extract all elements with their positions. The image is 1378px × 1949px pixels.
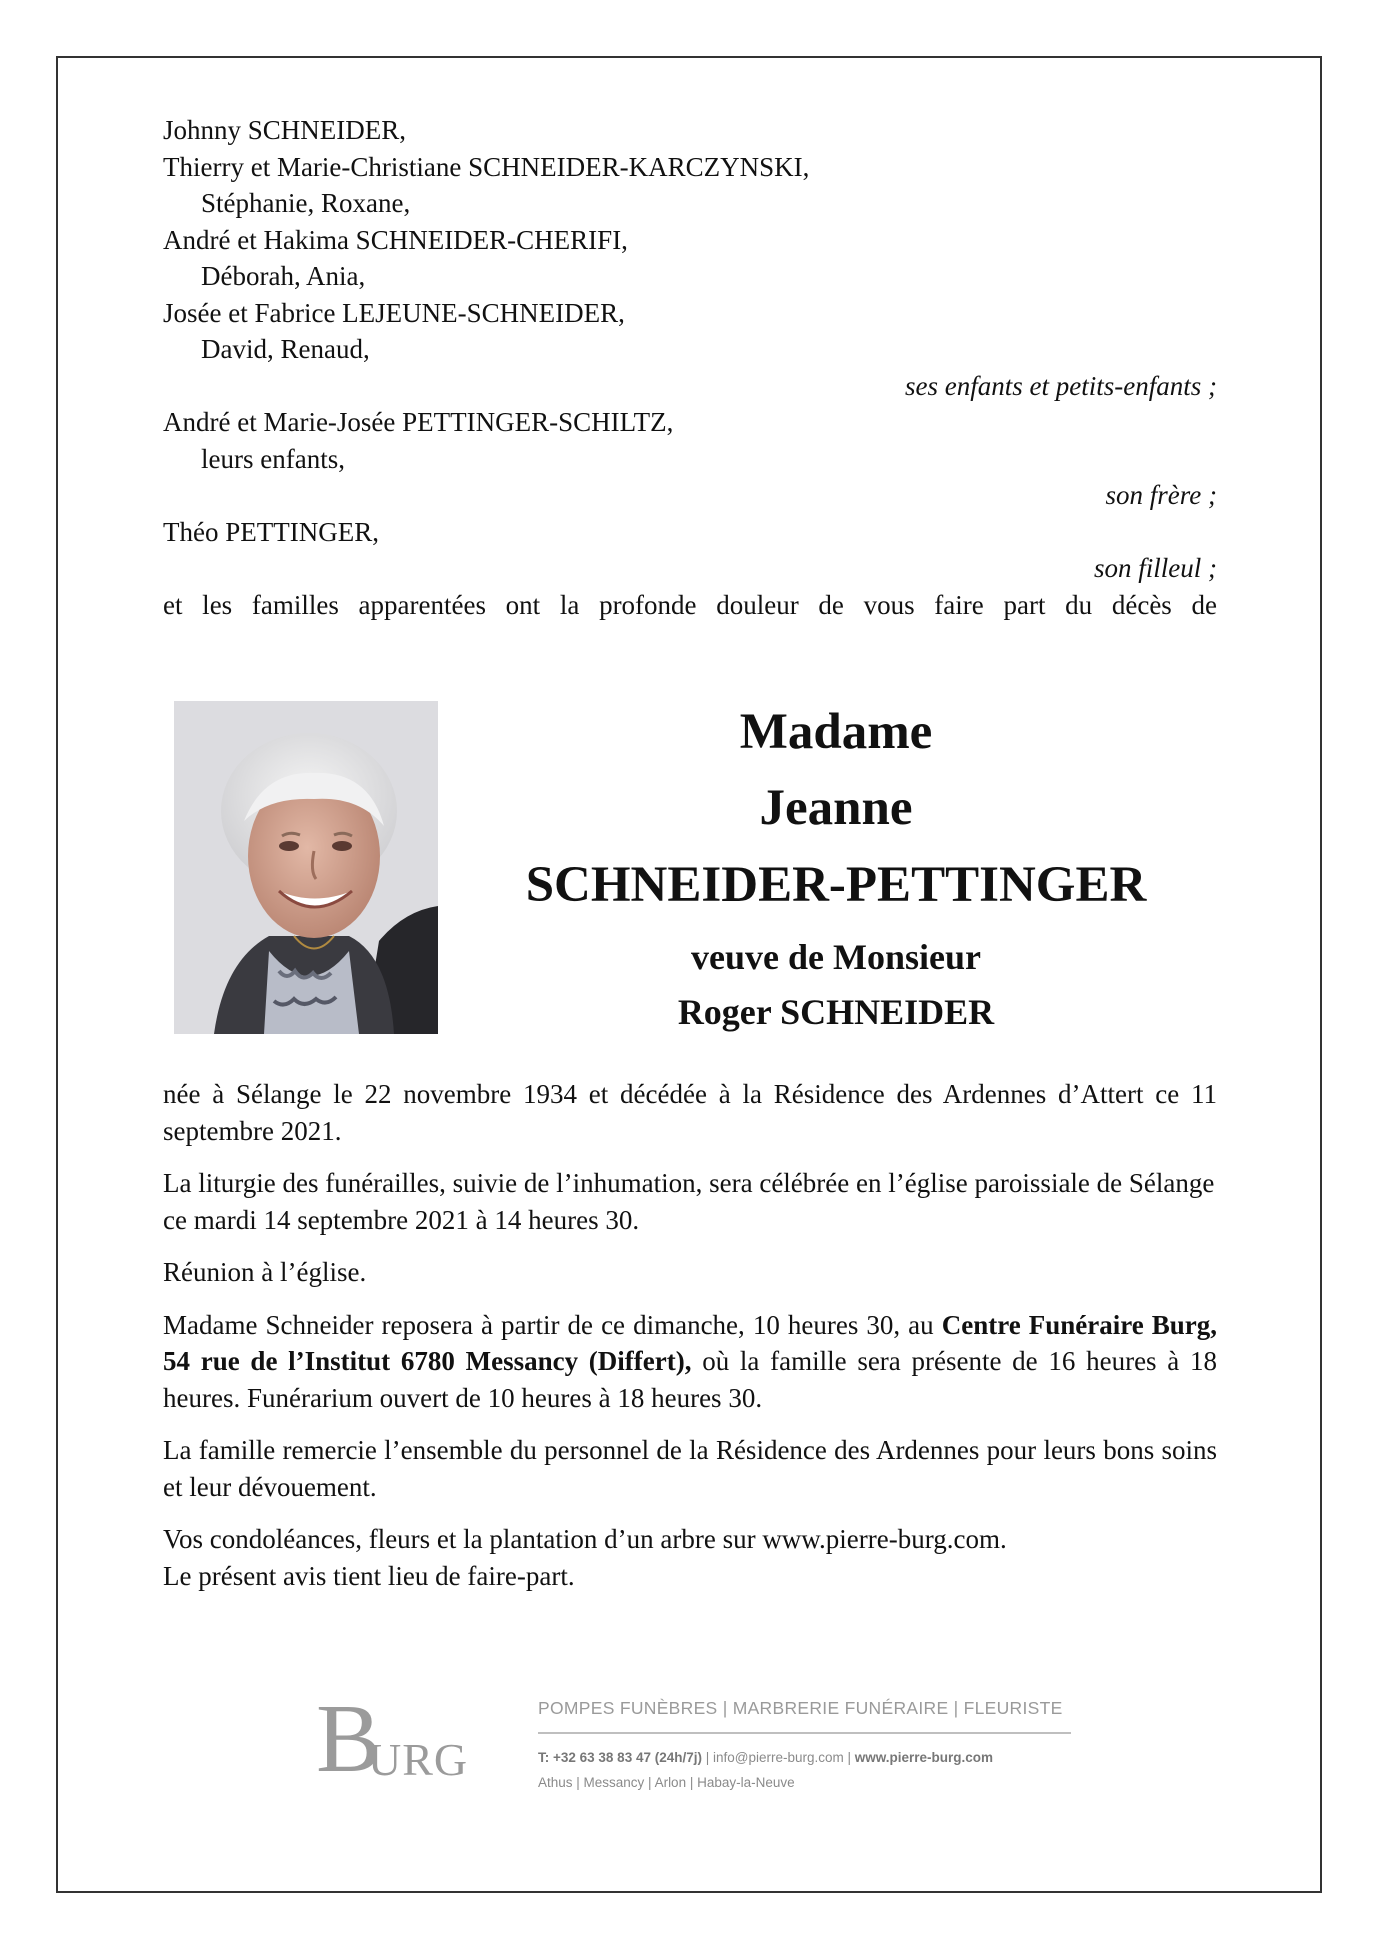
family-sub-line: David, Renaud, bbox=[201, 334, 370, 364]
phone-hours: (24h/7j) bbox=[654, 1750, 702, 1765]
reunion-paragraph: Réunion à l’église. bbox=[163, 1257, 367, 1287]
liturgy-paragraph: La liturgie des funérailles, suivie de l’inhumation, sera célébrée en l’église paroissiale de Sélange ce mardi 14 septembre 2021 à 14 heures 30. bbox=[163, 1168, 1215, 1235]
rest-intro: Madame Schneider reposera à partir de ce dimanche, 10 heures 30, au bbox=[163, 1309, 942, 1340]
deceased-title: Madame bbox=[739, 704, 933, 760]
announce-line: et les familles apparentées ont la profonde douleur de vous faire part du décès de bbox=[163, 589, 1217, 620]
relation-brother: son frère ; bbox=[1105, 480, 1217, 510]
rest-paragraph bbox=[163, 1307, 1217, 1417]
family-list bbox=[163, 112, 1217, 368]
family-announcement bbox=[163, 112, 1217, 623]
details-section bbox=[163, 1076, 1217, 1594]
family-line: Thierry et Marie-Christiane SCHNEIDER-KARCZYNSKI, bbox=[163, 151, 810, 182]
phone: T: +32 63 38 83 47 bbox=[538, 1750, 655, 1765]
family-sub-line: leurs enfants, bbox=[201, 443, 345, 474]
website-link[interactable]: www.pierre-burg.com bbox=[854, 1750, 994, 1765]
brother-list bbox=[163, 404, 1217, 477]
relation-children: ses enfants et petits-enfants ; bbox=[905, 370, 1217, 401]
widow-line: veuve de Monsieur bbox=[691, 937, 981, 977]
family-line: Johnny SCHNEIDER, bbox=[163, 115, 407, 145]
deceased-first-name: Jeanne bbox=[759, 780, 913, 836]
relation-godson: son filleul ; bbox=[1094, 553, 1217, 583]
email: | info@pierre-burg.com | bbox=[701, 1750, 855, 1765]
rest-outro: où la famille sera présente de 16 heures à 18 heures. Funérarium ouvert de 10 heures à 18 heures 30. bbox=[163, 1346, 1217, 1413]
birth-death-paragraph: née à Sélange le 22 novembre 1934 et décédée à la Résidence des Ardennes d’Attert ce 11 septembre 2021. bbox=[163, 1079, 1217, 1146]
funeral-home-footer bbox=[310, 1685, 1070, 1805]
logo-rest: URG bbox=[368, 1734, 469, 1785]
family-sub-line: Stéphanie, Roxane, bbox=[201, 188, 411, 218]
burg-logo bbox=[310, 1685, 490, 1795]
contact-line bbox=[538, 1750, 993, 1765]
deceased-photo bbox=[174, 701, 438, 1034]
deceased-last-name: SCHNEIDER-PETTINGER bbox=[525, 857, 1147, 913]
logo-initial: B bbox=[316, 1685, 382, 1793]
notice-line: Le présent avis tient lieu de faire-part. bbox=[163, 1560, 575, 1591]
godson-line: Théo PETTINGER, bbox=[163, 516, 379, 547]
family-line: André et Marie-Josée PETTINGER-SCHILTZ, bbox=[163, 407, 674, 437]
husband-name: Roger SCHNEIDER bbox=[677, 992, 995, 1032]
family-line: Josée et Fabrice LEJEUNE-SCHNEIDER, bbox=[163, 297, 625, 328]
services-tagline: POMPES FUNÈBRES | MARBRERIE FUNÉRAIRE | FLEURISTE bbox=[538, 1698, 1063, 1718]
locations-line: Athus | Messancy | Arlon | Habay-la-Neuve bbox=[538, 1775, 795, 1790]
family-sub-line: Déborah, Ania, bbox=[201, 261, 366, 291]
footer-divider bbox=[538, 1732, 1071, 1734]
funeral-home-address: Centre Funéraire Burg, 54 rue de l’Institut 6780 Messancy (Differt), bbox=[163, 1309, 1218, 1376]
family-line: André et Hakima SCHNEIDER-CHERIFI, bbox=[163, 224, 628, 255]
thanks-paragraph: La famille remercie l’ensemble du personnel de la Résidence des Ardennes pour leurs bons soins et leur dévouement. bbox=[163, 1435, 1217, 1502]
condolences-line: Vos condoléances, fleurs et la plantation d’un arbre sur www.pierre-burg.com. bbox=[163, 1524, 1007, 1554]
